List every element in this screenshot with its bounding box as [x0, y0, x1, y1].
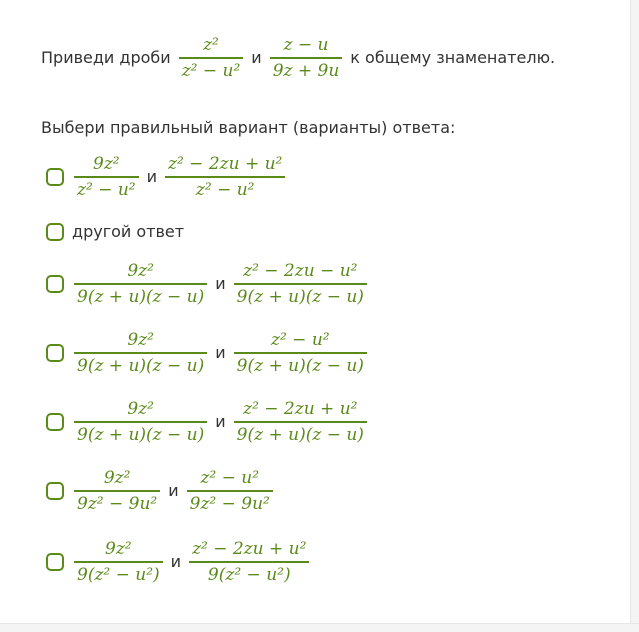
- question-conjunction: и: [251, 48, 262, 68]
- option-5[interactable]: [46, 397, 369, 447]
- numerator: 9z²: [105, 539, 132, 559]
- fraction-1-numerator: z²: [203, 35, 219, 55]
- denominator: 9(z + u)(z − u): [236, 355, 364, 376]
- option-5-fraction-b: [232, 397, 369, 447]
- conjunction: и: [146, 167, 157, 187]
- denominator: 9z² − 9u²: [189, 493, 270, 514]
- denominator: z² − u²: [195, 179, 255, 200]
- question-intro: Приведи дроби: [41, 48, 171, 68]
- option-4-fraction-b: [232, 328, 369, 378]
- numerator: 9z²: [127, 261, 154, 281]
- scrollbar-track[interactable]: [630, 0, 639, 632]
- denominator: 9z² − 9u²: [77, 493, 158, 514]
- numerator: z² − 2zu − u²: [243, 261, 358, 281]
- fraction-1: [177, 33, 246, 83]
- conjunction: и: [215, 274, 226, 294]
- checkbox-1[interactable]: [46, 168, 64, 186]
- denominator: 9(z + u)(z − u): [236, 286, 364, 307]
- denominator: 9(z + u)(z − u): [77, 355, 205, 376]
- denominator: 9(z + u)(z − u): [77, 286, 205, 307]
- numerator: z² − u²: [200, 468, 260, 488]
- checkbox-6[interactable]: [46, 482, 64, 500]
- checkbox-3[interactable]: [46, 275, 64, 293]
- checkbox-2[interactable]: [46, 223, 64, 241]
- numerator: z² − 2zu + u²: [168, 154, 283, 174]
- answer-prompt: Выбери правильный вариант (варианты) ответа:: [41, 118, 456, 137]
- option-6[interactable]: [46, 466, 275, 516]
- denominator: 9(z² − u²): [77, 564, 160, 585]
- denominator: 9(z + u)(z − u): [77, 424, 205, 445]
- bottom-edge: [0, 623, 639, 632]
- option-1-fraction-b: [163, 152, 287, 202]
- conjunction: и: [168, 481, 179, 501]
- option-1[interactable]: [46, 152, 287, 202]
- numerator: z² − 2zu + u²: [192, 539, 307, 559]
- numerator: 9z²: [127, 399, 154, 419]
- option-3[interactable]: [46, 259, 369, 309]
- option-4-fraction-a: [72, 328, 209, 378]
- fraction-2: [268, 33, 345, 83]
- conjunction: и: [215, 343, 226, 363]
- option-6-fraction-b: [185, 466, 275, 516]
- question-text: [41, 33, 555, 83]
- option-2-label: другой ответ: [72, 222, 185, 241]
- numerator: 9z²: [93, 154, 120, 174]
- numerator: 9z²: [127, 330, 154, 350]
- checkbox-5[interactable]: [46, 413, 64, 431]
- checkbox-4[interactable]: [46, 344, 64, 362]
- option-1-fraction-a: [72, 152, 141, 202]
- fraction-2-numerator: z − u: [283, 35, 329, 55]
- option-6-fraction-a: [72, 466, 162, 516]
- fraction-1-denominator: z² − u²: [181, 60, 241, 81]
- numerator: z² − u²: [271, 330, 330, 350]
- denominator: z² − u²: [77, 179, 136, 200]
- option-7-fraction-a: [72, 537, 165, 587]
- denominator: 9(z + u)(z − u): [236, 424, 364, 445]
- numerator: 9z²: [103, 468, 131, 488]
- option-3-fraction-b: [232, 259, 369, 309]
- question-outro: к общему знаменателю.: [350, 48, 556, 68]
- option-4[interactable]: [46, 328, 369, 378]
- denominator: 9(z² − u²): [207, 564, 291, 585]
- conjunction: и: [215, 412, 226, 432]
- option-7[interactable]: [46, 537, 311, 587]
- option-7-fraction-b: [187, 537, 311, 587]
- option-3-fraction-a: [72, 259, 209, 309]
- numerator: z² − 2zu + u²: [243, 399, 358, 419]
- conjunction: и: [170, 552, 182, 572]
- option-2[interactable]: [46, 222, 184, 241]
- option-5-fraction-a: [72, 397, 209, 447]
- fraction-2-denominator: 9z + 9u: [272, 60, 340, 81]
- checkbox-7[interactable]: [46, 553, 64, 571]
